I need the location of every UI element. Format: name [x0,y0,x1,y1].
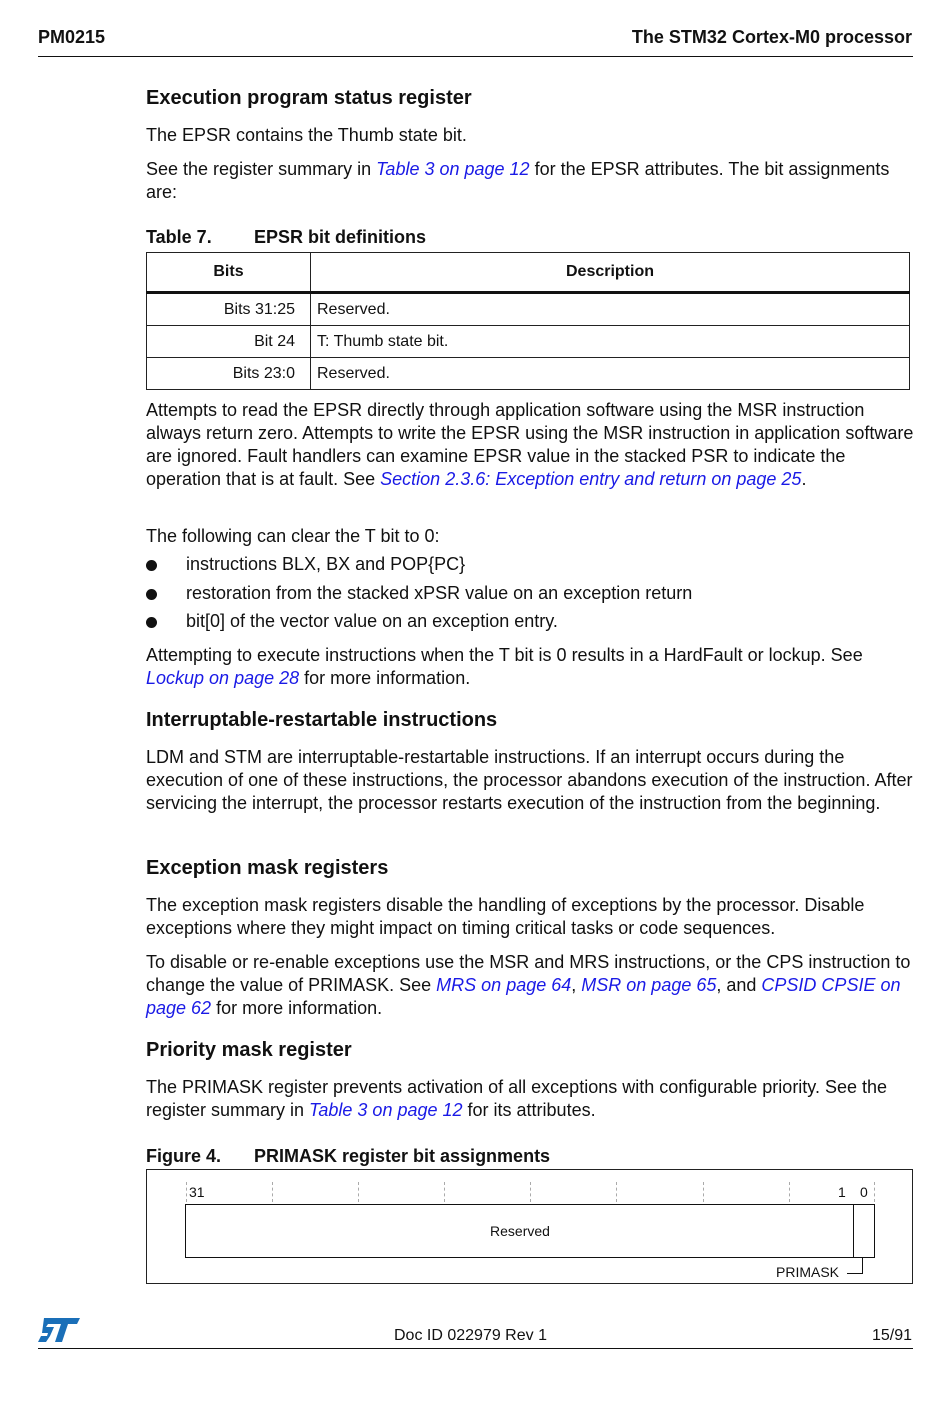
epsr-intro: The EPSR contains the Thumb state bit. [146,125,467,145]
table-row [147,358,910,390]
reserved-label: Reserved [490,1223,550,1239]
reserved-field [185,1204,854,1258]
cell-bits: Bits 31:25 [147,293,311,326]
heading-epsr: Execution program status register [146,87,472,109]
col-description: Description [311,253,910,293]
col-bits: Bits [147,253,311,293]
cell-bits: Bits 23:0 [147,358,311,390]
text: See the register summary in [146,159,377,179]
cell-desc: T: Thumb state bit. [311,326,910,358]
primask-bit-field [853,1204,875,1258]
cell-desc: Reserved. [311,293,910,326]
caption-title: PRIMASK register bit assignments [254,1146,551,1166]
heading-emr: Exception mask registers [146,857,389,879]
leader-line [847,1273,863,1274]
section-title: The STM32 Cortex-M0 processor [631,27,912,47]
epsr-p4: The following can clear the T bit to 0: [146,526,440,546]
bullet-text: restoration from the stacked xPSR value on an exception return [186,583,693,603]
tick [874,1182,875,1202]
text: for more information. [211,998,383,1018]
caption-title: EPSR bit definitions [254,227,427,247]
link-section-2-3-6[interactable]: Section 2.3.6: Exception entry and return on page 25 [380,469,802,489]
footer-rule [38,1348,913,1349]
text: The PRIMASK register prevents activation of all exceptions with configurable priority. See the register summary in [146,1077,888,1120]
tick [186,1182,187,1202]
heading-pmr: Priority mask register [146,1039,352,1061]
bullet-icon [146,589,157,600]
cell-bits: Bit 24 [147,326,311,358]
irs-p1: LDM and STM are interruptable-restartable instructions. If an interrupt occurs during the execution of one of these instructions, the processor abandons execution of the instruction. After servicing the interrupt, the processor restarts execution of the instruction from the beginning. [146,747,913,813]
st-logo-icon [38,1316,82,1344]
link-table3[interactable]: Table 3 on page 12 [309,1100,463,1120]
link-table3[interactable]: Table 3 on page 12 [376,159,530,179]
text: Attempts to read the EPSR directly through application software using the MSR instruction always return zero. Attempts to write the EPSR using the MSR instruction in application software are ignored. Fault handlers can examine EPSR value in the stacked PSR to indicate the operation that is at fault. See [146,400,914,489]
tick [358,1182,359,1202]
bit-1-label: 1 [838,1184,846,1200]
emr-p2 [146,951,916,1020]
link-cpsid[interactable]: CPSID CPSIE on page 62 [146,975,901,1018]
tick [616,1182,617,1202]
text: for more information. [299,668,471,688]
text: Attempting to execute instructions when the T bit is 0 results in a HardFault or lockup. See [146,645,863,665]
tick [530,1182,531,1202]
table-row [147,293,910,326]
link-msr[interactable]: MSR on page 65 [581,975,717,995]
cell-desc: Reserved. [311,358,910,390]
tick [789,1182,790,1202]
table-caption [146,227,426,248]
figure-caption [146,1146,550,1167]
link-lockup[interactable]: Lockup on page 28 [146,668,300,688]
table-row [147,326,910,358]
caption-num: Figure 4. [146,1146,222,1166]
text: To disable or re-enable exceptions use the MSR and MRS instructions, or the CPS instruction to change the value of PRIMASK. See [146,952,911,995]
text: , and [716,975,762,995]
heading-irs: Interruptable-restartable instructions [146,709,498,731]
bit-31-label: 31 [189,1184,205,1200]
doc-code: PM0215 [38,27,106,47]
primask-label: PRIMASK [776,1264,840,1280]
tick [703,1182,704,1202]
bullet-text: bit[0] of the vector value on an exception entry. [186,611,558,631]
caption-num: Table 7. [146,227,212,247]
pmr-p1 [146,1076,916,1122]
link-mrs[interactable]: MRS on page 64 [436,975,572,995]
emr-p1: The exception mask registers disable the handling of exceptions by the processor. Disable exceptions where they might impact on timing critical tasks or code sequences. [146,895,865,938]
bullet-text: instructions BLX, BX and POP{PC} [186,554,466,574]
bullet-icon [146,560,157,571]
epsr-p2 [146,158,916,204]
text: . [801,469,807,489]
bit-0-label: 0 [860,1184,868,1200]
leader-line [862,1257,863,1273]
header-rule [38,56,913,57]
page-number: 15/91 [871,1327,912,1344]
epsr-p3 [146,399,916,491]
epsr-table [146,252,910,390]
doc-id: Doc ID 022979 Rev 1 [394,1327,547,1344]
tick [272,1182,273,1202]
text: , [571,975,582,995]
tick [444,1182,445,1202]
text: for its attributes. [462,1100,596,1120]
epsr-p5 [146,644,916,690]
bullet-icon [146,617,157,628]
primask-figure [146,1169,913,1284]
text: for the EPSR attributes. The bit assignments are: [146,159,890,202]
